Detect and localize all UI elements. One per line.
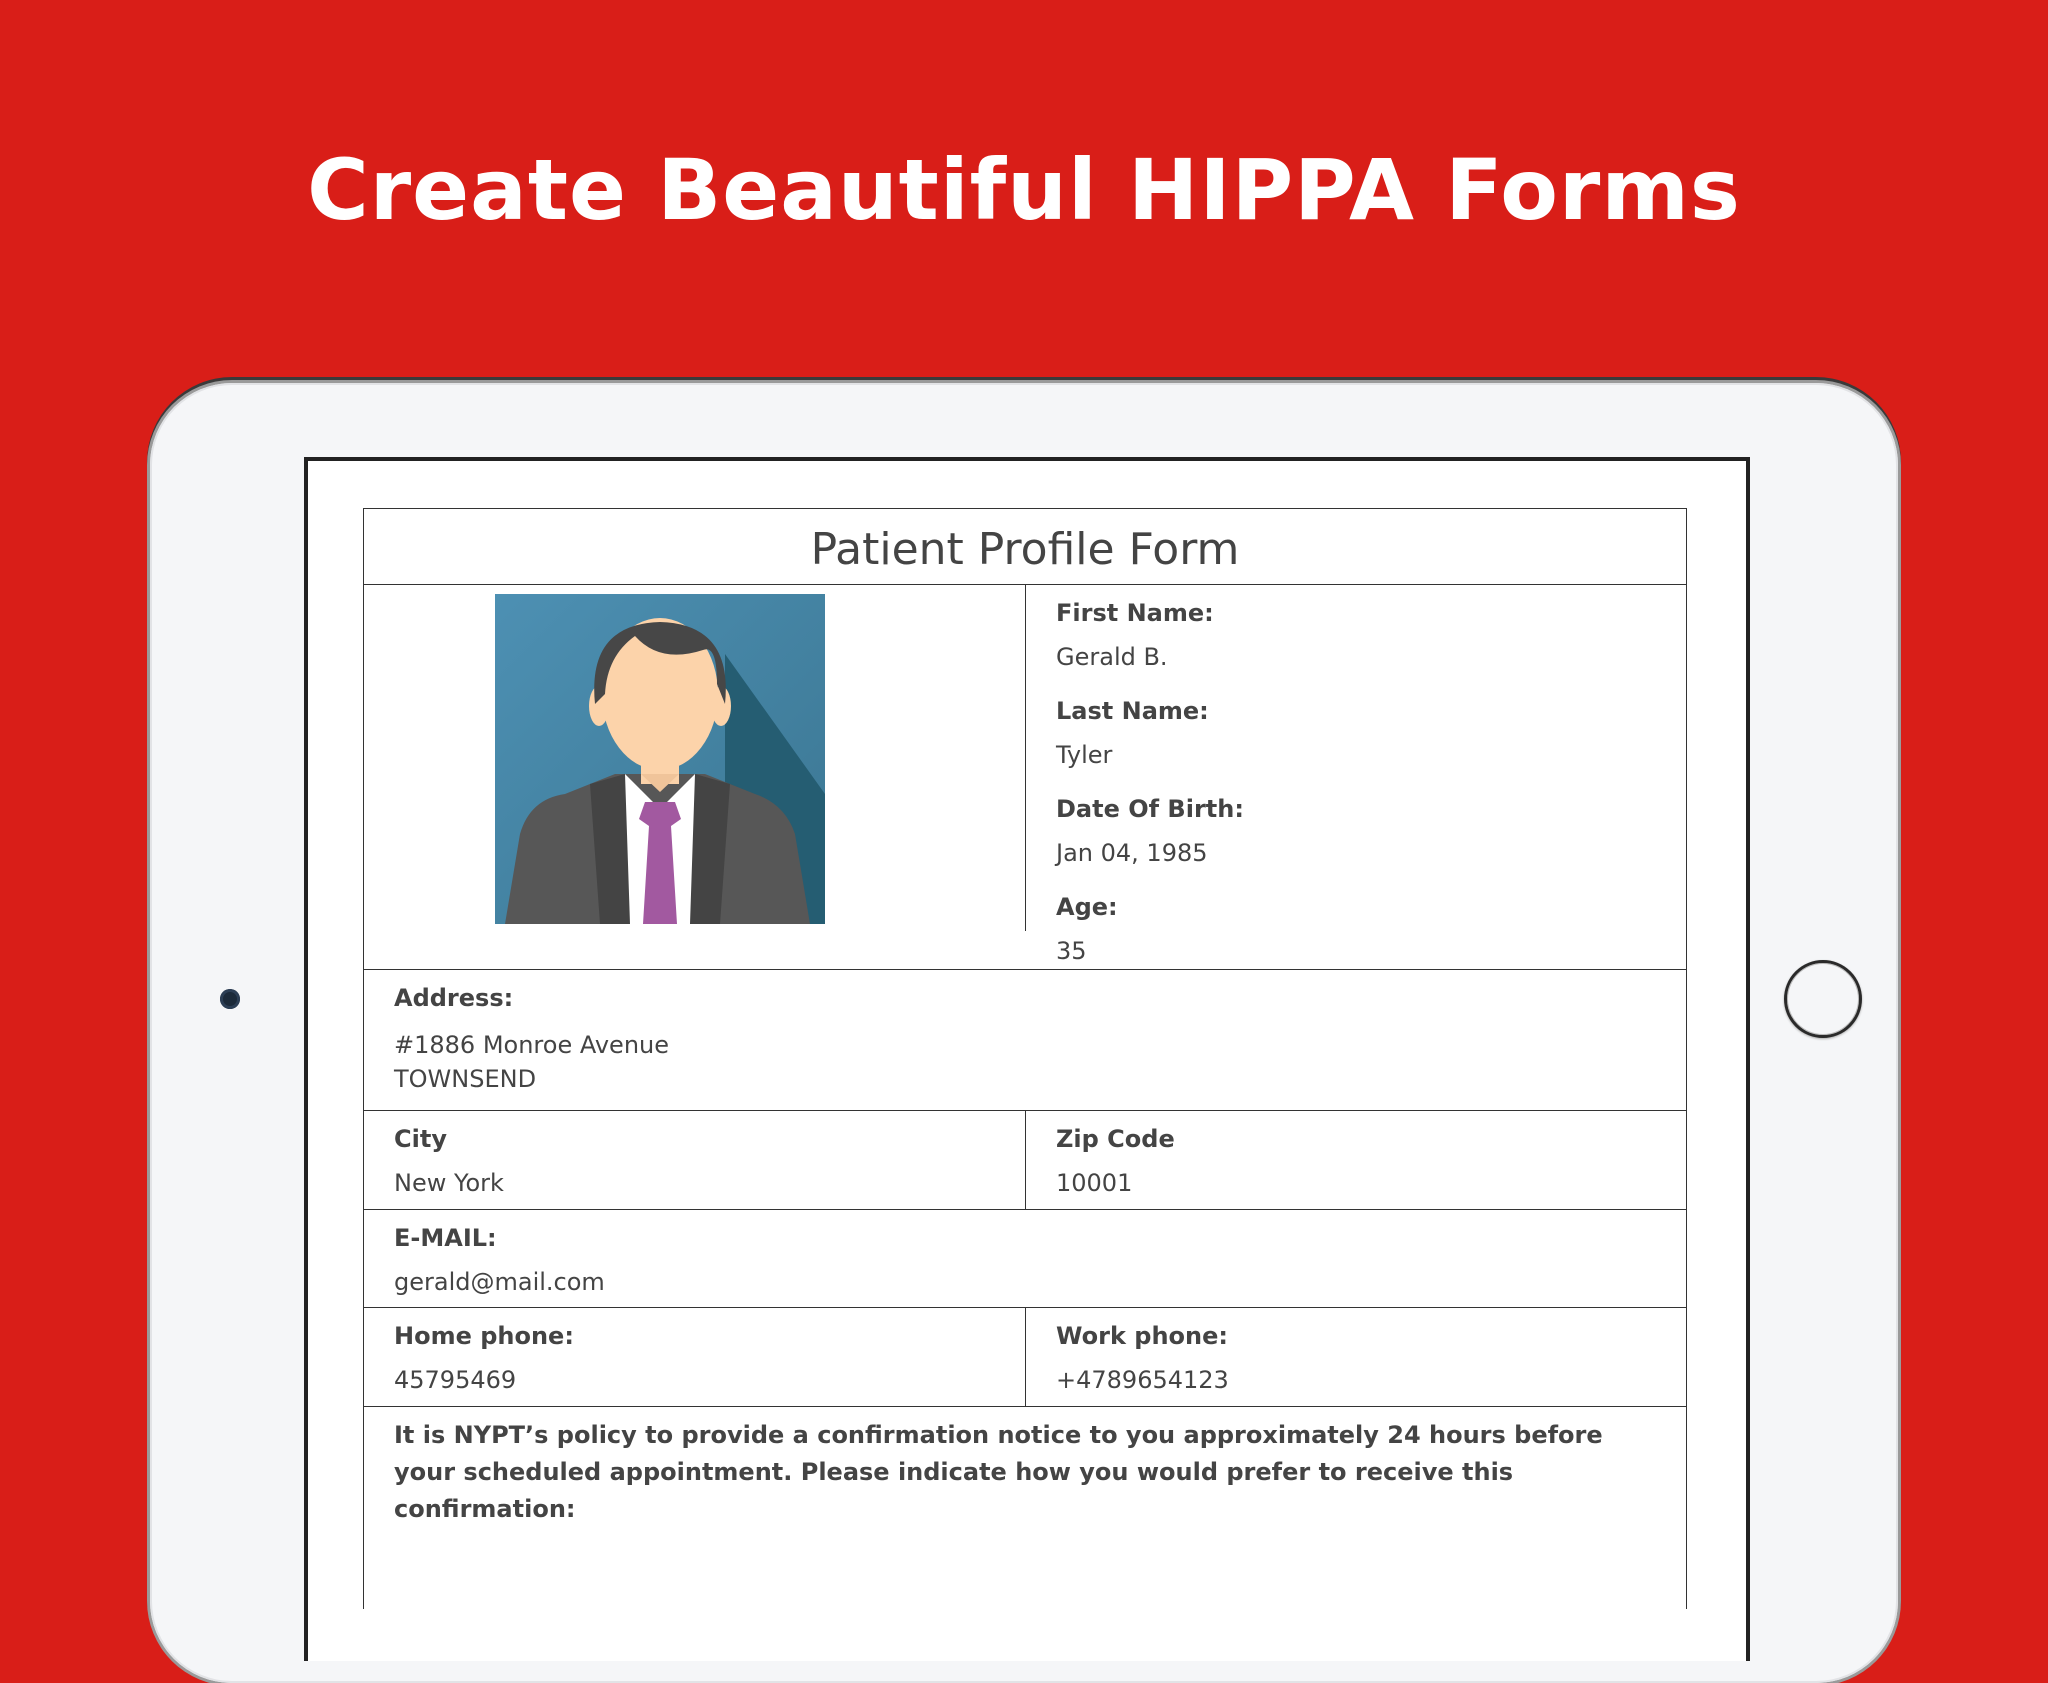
email-label: E-MAIL: <box>394 1224 497 1252</box>
first-name-label: First Name: <box>1056 599 1214 627</box>
work-phone-value[interactable]: +4789654123 <box>1056 1366 1229 1394</box>
camera-icon <box>220 989 240 1009</box>
address-line1[interactable]: #1886 Monroe Avenue <box>394 1031 670 1059</box>
home-phone-label: Home phone: <box>394 1322 574 1350</box>
column-divider <box>1025 1308 1026 1407</box>
address-label: Address: <box>394 984 514 1012</box>
policy-row <box>364 1406 1686 1610</box>
headline: Create Beautiful HIPPA Forms <box>307 141 1741 239</box>
address-line2[interactable]: TOWNSEND <box>394 1065 537 1093</box>
age-value[interactable]: 35 <box>1056 937 1087 965</box>
phone-row <box>364 1307 1686 1407</box>
zip-value[interactable]: 10001 <box>1056 1169 1133 1197</box>
patient-profile-form <box>363 508 1687 1609</box>
column-divider <box>1025 585 1026 931</box>
last-name-label: Last Name: <box>1056 697 1209 725</box>
work-phone-label: Work phone: <box>1056 1322 1228 1350</box>
dob-label: Date Of Birth: <box>1056 795 1244 823</box>
person-avatar-icon <box>495 594 825 924</box>
column-divider <box>1025 1111 1026 1210</box>
dob-value[interactable]: Jan 04, 1985 <box>1056 839 1208 867</box>
age-label: Age: <box>1056 893 1118 921</box>
address-row <box>364 969 1686 1111</box>
email-row <box>364 1209 1686 1308</box>
city-zip-row <box>364 1110 1686 1210</box>
city-value[interactable]: New York <box>394 1169 504 1197</box>
profile-row <box>364 584 1686 970</box>
zip-label: Zip Code <box>1056 1125 1175 1153</box>
first-name-value[interactable]: Gerald B. <box>1056 643 1168 671</box>
last-name-value[interactable]: Tyler <box>1056 741 1113 769</box>
city-label: City <box>394 1125 447 1153</box>
policy-text: It is NYPT’s policy to provide a confirmation notice to you approximately 24 hours before your scheduled appointment. Please indicate how you would prefer to receive this confirmation: <box>394 1421 1603 1523</box>
email-value[interactable]: gerald@mail.com <box>394 1268 605 1296</box>
home-button[interactable] <box>1784 960 1862 1038</box>
form-title: Patient Profile Form <box>810 524 1240 575</box>
home-phone-value[interactable]: 45795469 <box>394 1366 517 1394</box>
